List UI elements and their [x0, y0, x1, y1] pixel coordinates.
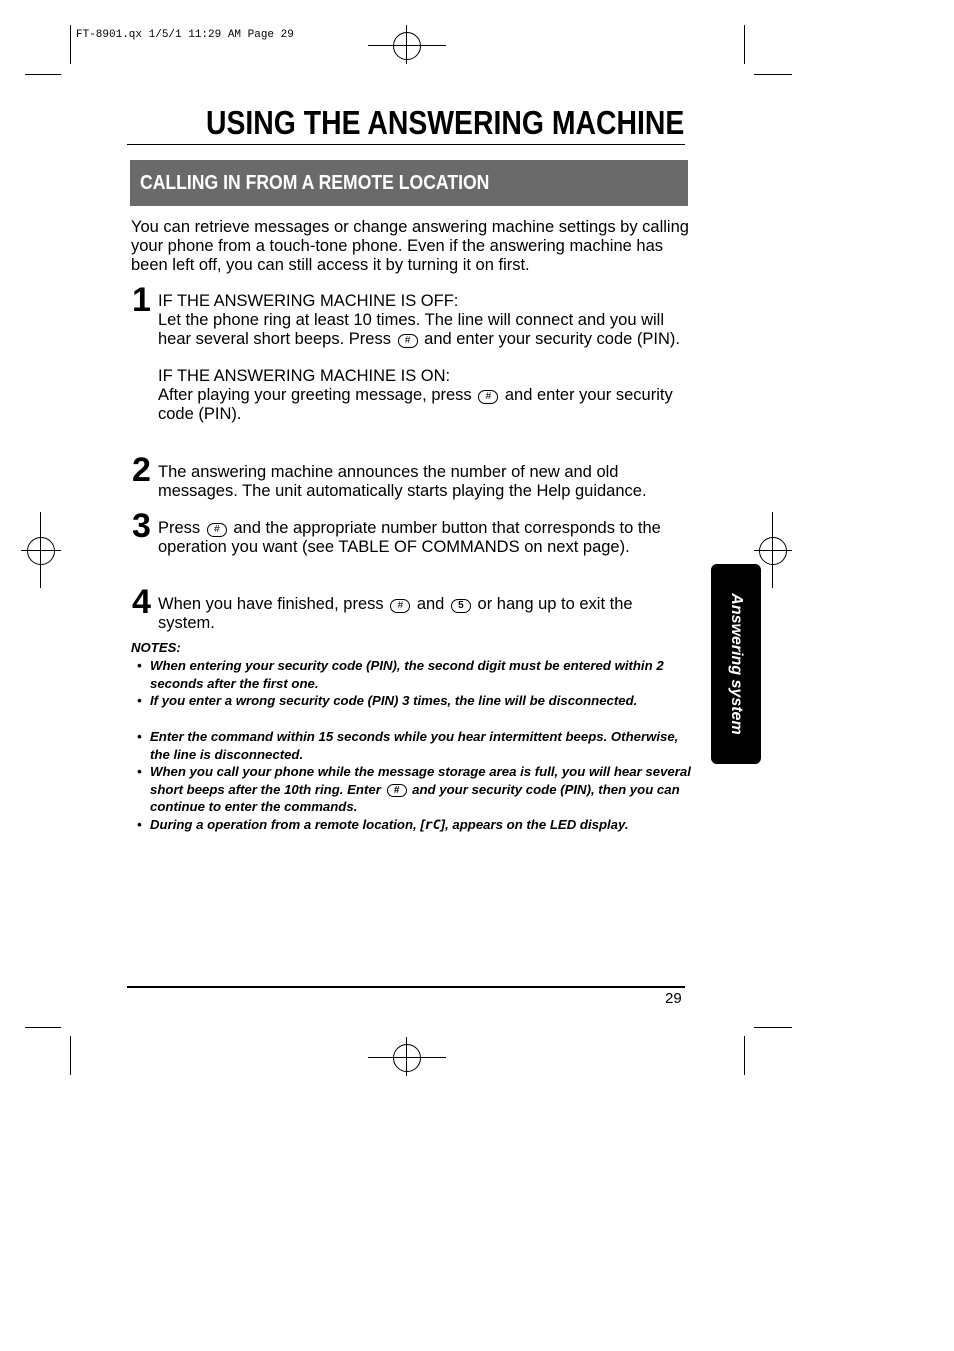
- step-2-text: The answering machine announces the number of new and old messages. The unit automatically starts playing the Help guidance.: [158, 463, 647, 501]
- step-1-text-on: After playing your greeting message, press # and enter your security code (PIN).: [158, 385, 673, 424]
- step-1-text-off: Let the phone ring at least 10 times. The line will connect and you will hear several short beeps. Press # and enter your security code (PIN).: [158, 311, 681, 349]
- note-item: • Enter the command within 15 seconds while you hear intermittent beeps. Otherwise, the line is disconnected.: [137, 729, 679, 762]
- registration-mark: [406, 25, 407, 64]
- step-1-heading-on: IF THE ANSWERING MACHINE IS ON:: [158, 366, 451, 385]
- crop-mark: [70, 25, 71, 64]
- crop-mark: [25, 1027, 61, 1028]
- side-tab: [711, 564, 761, 764]
- registration-mark: [406, 1037, 407, 1076]
- registration-mark: [27, 537, 55, 565]
- crop-mark: [70, 1036, 71, 1075]
- footer-rule: [127, 986, 685, 988]
- registration-mark: [393, 32, 421, 60]
- note-item: • If you enter a wrong security code (PIN) 3 times, the line will be disconnected.: [137, 693, 638, 708]
- pound-key-icon: #: [390, 599, 410, 613]
- side-tab-label: Answering system: [728, 593, 745, 735]
- step-number: 1: [132, 281, 151, 319]
- registration-mark: [393, 1044, 421, 1072]
- step-number: 2: [132, 451, 151, 489]
- section-banner: [130, 160, 688, 206]
- registration-mark: [40, 512, 41, 588]
- led-display-glyph: rC: [424, 818, 441, 833]
- step-3-text: Press # and the appropriate number button that corresponds to the operation you want (see TABLE OF COMMANDS on next page).: [158, 519, 661, 557]
- crop-mark: [744, 25, 745, 64]
- crop-mark: [754, 1027, 792, 1028]
- five-key-icon: 5: [451, 599, 471, 613]
- title-rule: [127, 144, 685, 145]
- note-item: • When you call your phone while the message storage area is full, you will hear several short beeps after the 10th ring. Enter # and your security code (PIN), then you can continue to enter the commands.: [137, 764, 691, 815]
- pound-key-icon: #: [387, 784, 407, 797]
- intro-paragraph: You can retrieve messages or change answering machine settings by calling your phone from a touch-tone phone. Even if the answering machine has been left off, you can still access it by turning it on first.: [131, 218, 689, 275]
- pound-key-icon: #: [478, 390, 498, 404]
- note-item: • During a operation from a remote location, [rC], appears on the LED display.: [137, 817, 629, 833]
- pound-key-icon: #: [207, 523, 227, 537]
- registration-mark: [754, 550, 792, 551]
- registration-mark: [368, 1057, 446, 1058]
- print-slug: FT-8901.qx 1/5/1 11:29 AM Page 29: [76, 29, 294, 41]
- pound-key-icon: #: [398, 334, 418, 348]
- crop-mark: [744, 1036, 745, 1075]
- page-number: 29: [665, 990, 682, 1007]
- crop-mark: [754, 74, 792, 75]
- notes-title: NOTES:: [131, 640, 181, 655]
- registration-mark: [772, 512, 773, 588]
- step-1: [158, 292, 693, 424]
- registration-mark: [759, 537, 787, 565]
- step-number: 3: [132, 507, 151, 545]
- registration-mark: [368, 45, 446, 46]
- step-4-text: When you have finished, press # and 5 or hang up to exit the system.: [158, 595, 633, 633]
- registration-mark: [21, 550, 61, 551]
- section-heading: CALLING IN FROM A REMOTE LOCATION: [140, 172, 490, 194]
- step-number: 4: [132, 583, 151, 621]
- note-item: • When entering your security code (PIN), the second digit must be entered within 2 seconds after the first one.: [137, 658, 664, 691]
- crop-mark: [25, 74, 61, 75]
- step-1-heading-off: IF THE ANSWERING MACHINE IS OFF:: [158, 292, 459, 310]
- page-title: USING THE ANSWERING MACHINE: [206, 104, 685, 141]
